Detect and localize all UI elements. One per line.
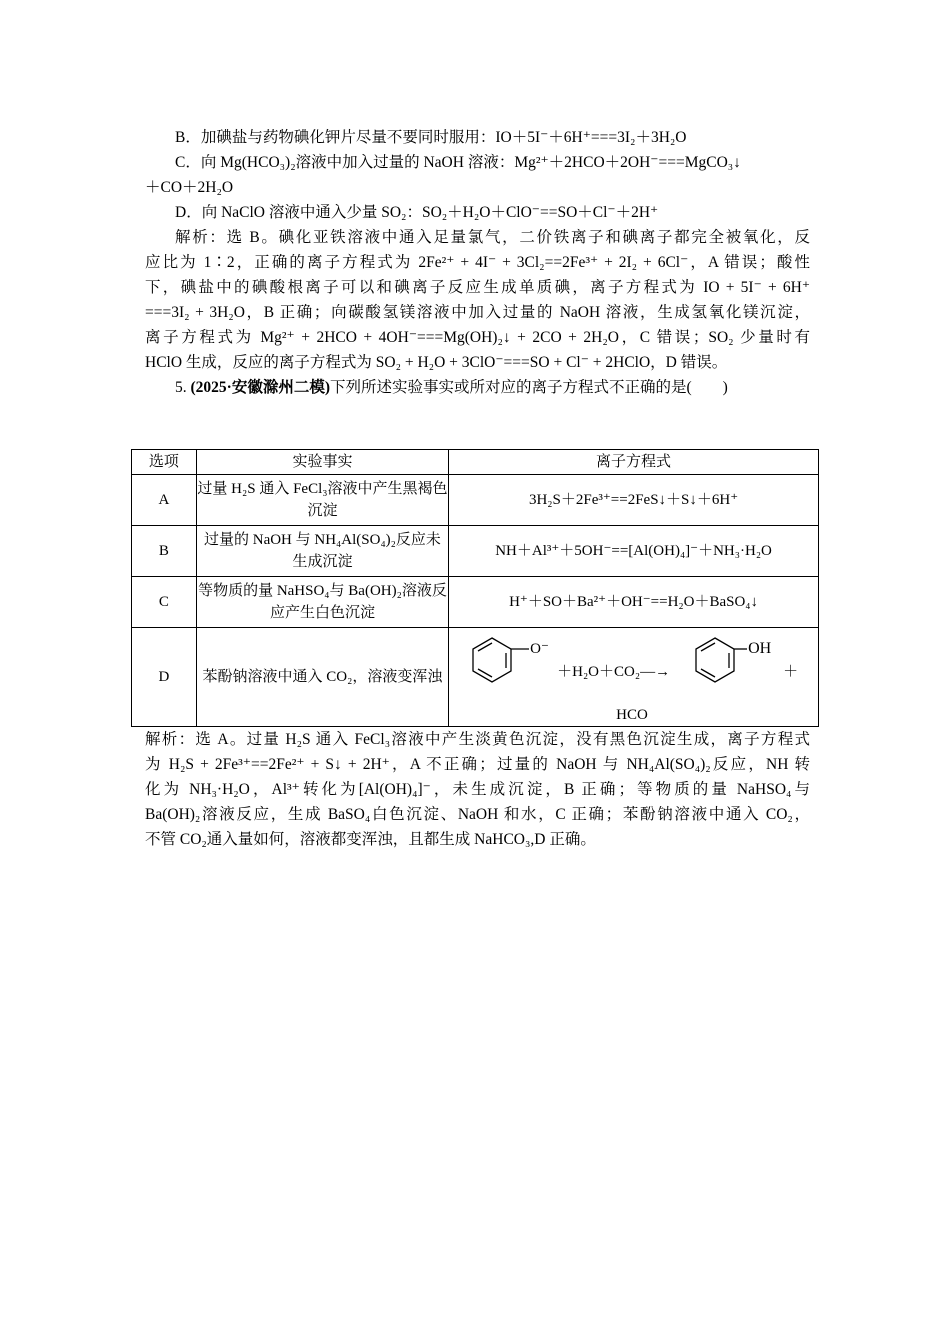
- row-option: B: [132, 526, 197, 577]
- reaction-middle: ＋H₂O＋CO₂—→: [557, 664, 671, 680]
- header-option: 选项: [132, 450, 197, 475]
- row-equation-structure: [449, 628, 819, 727]
- row-fact: 等物质的量 NaHSO₄与 Ba(OH)₂溶液反应产生白色沉淀: [196, 577, 448, 628]
- analysis2-line-2: 为 H₂S + 2Fe³⁺==2Fe²⁺ + S↓ + 2H⁺，A 不正确；过量的 NaOH 与 NH₄Al(SO₄)₂反应，NH 转: [145, 756, 810, 773]
- question-text: 下列所述实验事实或所对应的离子方程式不正确的是( ): [330, 379, 728, 396]
- analysis2-line-3: 化为 NH₃·H₂O，Al³⁺转化为[Al(OH)₄]⁻，未生成沉淀，B 正确；等物质的量 NaHSO₄与: [145, 781, 810, 798]
- row-fact: 苯酚钠溶液中通入 CO₂，溶液变浑浊: [196, 628, 448, 727]
- question-number: 5.: [175, 379, 187, 396]
- option-c-line: C．向 Mg(HCO₃)₂溶液中加入过量的 NaOH 溶液：Mg²⁺＋2HCO＋2OH⁻===MgCO₃↓: [175, 154, 741, 171]
- phenol-label: OH: [748, 640, 772, 657]
- table-row: [132, 628, 819, 727]
- table-row: [132, 475, 819, 526]
- option-d-line: D．向 NaClO 溶液中通入少量 SO₂：SO₂＋H₂O＋ClO⁻==SO＋Cl⁻＋2H⁺: [175, 204, 659, 221]
- reaction-product: HCO: [616, 707, 648, 723]
- row-equation: NH＋Al³⁺＋5OH⁻==[Al(OH)₄]⁻＋NH₃·H₂O: [449, 526, 819, 577]
- row-fact: 过量的 NaOH 与 NH₄Al(SO₄)₂反应未生成沉淀: [196, 526, 448, 577]
- analysis-line-3: 下，碘盐中的碘酸根离子可以和碘离子反应生成单质碘，离子方程式为 IO + 5I⁻ + 6H⁺: [145, 279, 810, 296]
- table-row: [132, 526, 819, 577]
- row-equation: H⁺＋SO＋Ba²⁺＋OH⁻==H₂O＋BaSO₄↓: [449, 577, 819, 628]
- row-equation: 3H₂S＋2Fe³⁺==2FeS↓＋S↓＋6H⁺: [449, 475, 819, 526]
- row-fact: 过量 H₂S 通入 FeCl₃溶液中产生黑褐色沉淀: [196, 475, 448, 526]
- row-option: D: [132, 628, 197, 727]
- analysis-line-5: 离子方程式为 Mg²⁺ + 2HCO + 4OH⁻===Mg(OH)₂↓ + 2CO + 2H₂O，C 错误；SO₂ 少量时有: [145, 329, 810, 346]
- question-source: (2025·安徽滁州二模): [190, 379, 330, 396]
- header-fact: 实验事实: [196, 450, 448, 475]
- option-c-continuation: ＋CO＋2H₂O: [145, 179, 234, 196]
- phenol-ring: [696, 638, 734, 682]
- table-header-row: [132, 450, 819, 475]
- header-equation: 离子方程式: [449, 450, 819, 475]
- analysis2-line-1: 解析：选 A。过量 H₂S 通入 FeCl₃溶液中产生淡黄色沉淀，没有黑色沉淀生成，离子方程式: [145, 731, 810, 748]
- analysis2-line-4: Ba(OH)₂溶液反应，生成 BaSO₄白色沉淀、NaOH 和水，C 正确；苯酚钠溶液中通入 CO₂，: [145, 806, 810, 823]
- analysis-line-6: HClO 生成，反应的离子方程式为 SO₂ + H₂O + 3ClO⁻===SO + Cl⁻ + 2HClO，D 错误。: [145, 354, 728, 371]
- option-b-line: B．加碘盐与药物碘化钾片尽量不要同时服用：IO＋5I⁻＋6H⁺===3I₂＋3H₂O: [175, 129, 687, 146]
- phenoxide-label: O⁻: [530, 641, 549, 657]
- analysis-line-2: 应比为 1∶2，正确的离子方程式为 2Fe²⁺ + 4I⁻ + 3Cl₂==2Fe³⁺ + 2I₂ + 6Cl⁻，A 错误；酸性: [145, 254, 810, 271]
- phenoxide-ring: [473, 638, 511, 682]
- phenoxide-reaction: [449, 628, 818, 726]
- question-5: [175, 376, 810, 400]
- table-row: [132, 577, 819, 628]
- analysis-line-1: 解析：选 B。碘化亚铁溶液中通入足量氯气，二价铁离子和碘离子都完全被氧化，反: [175, 229, 810, 246]
- row-option: A: [132, 475, 197, 526]
- row-option: C: [132, 577, 197, 628]
- analysis-line-4: ===3I₂ + 3H₂O，B 正确；向碳酸氢镁溶液中加入过量的 NaOH 溶液，生成氢氧化镁沉淀，: [145, 304, 810, 321]
- analysis2-line-5: 不管 CO₂通入量如何，溶液都变浑浊，且都生成 NaHCO₃,D 正确。: [145, 831, 596, 848]
- options-table: [131, 449, 819, 727]
- reaction-plus: ＋: [783, 664, 799, 680]
